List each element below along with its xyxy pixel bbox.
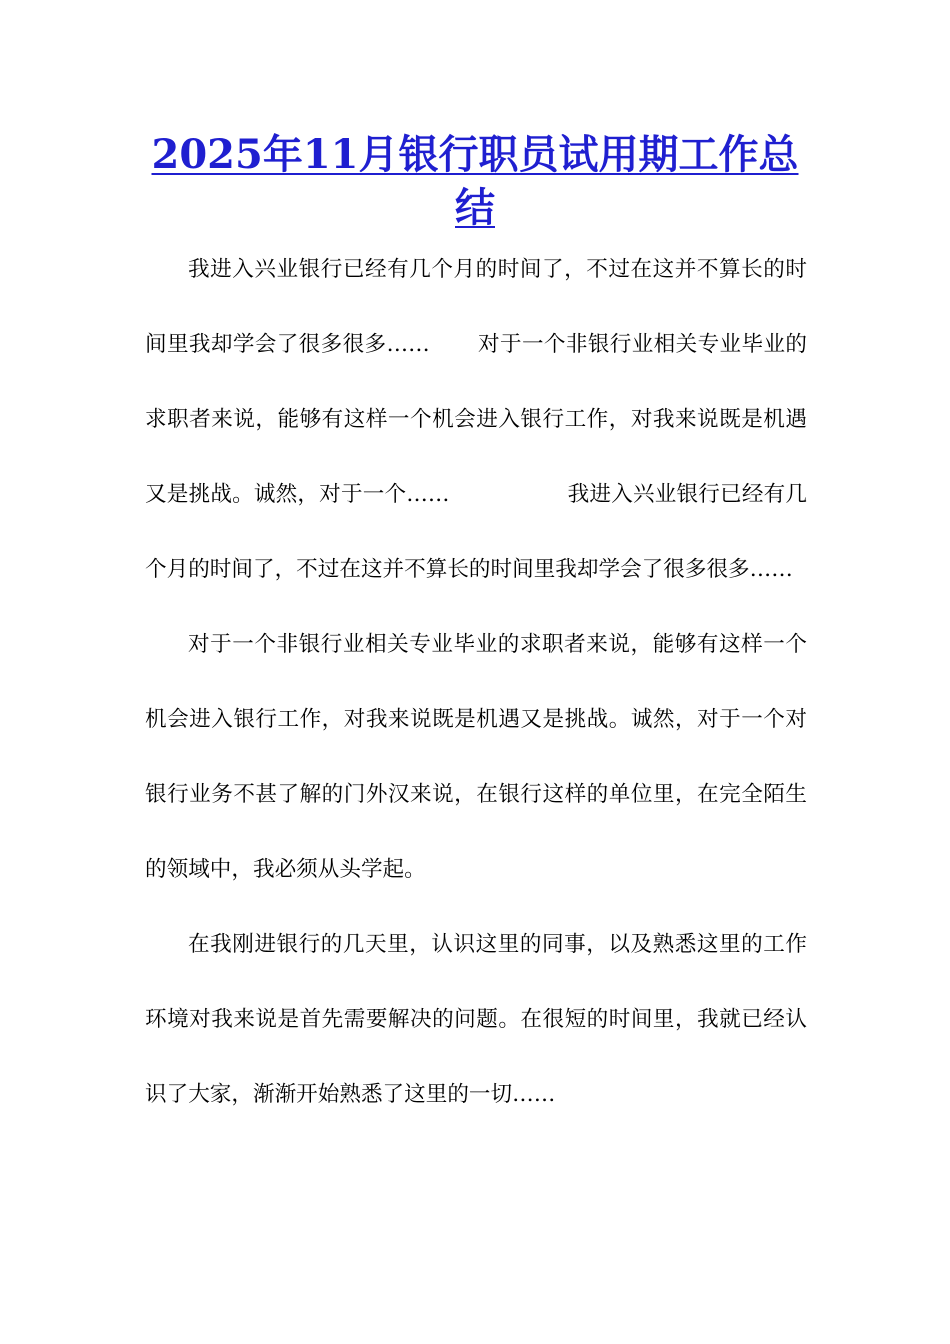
intro-paragraph xyxy=(145,232,807,607)
intro-part-1: 我进入兴业银行已经有几个月的时间了，不过在这并不算长的时间里我却学会了很多很多…… xyxy=(145,257,807,357)
intro-part-3: 我进入兴业银行已经有几个月的时间了，不过在这并不算长的时间里我却学会了很多很多…… xyxy=(145,482,807,582)
document-body xyxy=(145,232,807,1132)
body-paragraph: 对于一个非银行业相关专业毕业的求职者来说，能够有这样一个机会进入银行工作，对我来说既是机遇又是挑战。诚然，对于一个对银行业务不甚了解的门外汉来说，在银行这样的单位里，在完全陌生的领域中，我必须从头学起。 xyxy=(145,632,807,882)
intro-part-2: 对于一个非银行业相关专业毕业的求职者来说，能够有这样一个机会进入银行工作，对我来说既是机遇又是挑战。诚然，对于一个…… xyxy=(145,332,807,507)
document-title[interactable]: 2025年11月银行职员试用期工作总结 xyxy=(151,131,799,231)
body-paragraph: 在我刚进银行的几天里，认识这里的同事，以及熟悉这里的工作环境对我来说是首先需要解决的问题。在很短的时间里，我就已经认识了大家，渐渐开始熟悉了这里的一切…… xyxy=(145,932,807,1107)
